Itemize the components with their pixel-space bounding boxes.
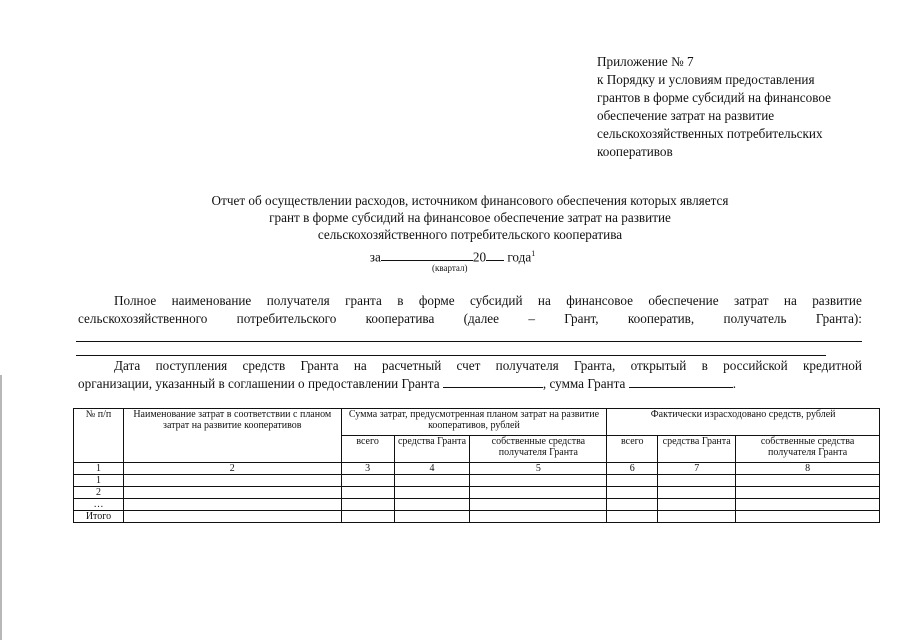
- total-label: Итого: [74, 511, 124, 523]
- paragraph-word: –: [528, 311, 535, 326]
- paragraph-line: [78, 310, 862, 328]
- column-number: 5: [470, 463, 607, 475]
- paragraph-word: кооператива: [365, 311, 435, 326]
- table-cell[interactable]: [607, 499, 658, 511]
- appendix-line: Приложение № 7: [597, 54, 694, 69]
- appendix-header: [597, 53, 887, 161]
- period-year: 20: [472, 249, 487, 265]
- title-line: грант в форме субсидий на финансовое обеспечение затрат на развитие: [269, 210, 671, 225]
- table-cell[interactable]: [658, 487, 736, 499]
- paragraph-word: Грант,: [564, 311, 599, 326]
- appendix-line: грантов в форме субсидий на финансовое: [597, 90, 831, 105]
- table-row: [74, 487, 880, 499]
- table-cell[interactable]: [341, 475, 394, 487]
- subheader-grant: средства Гранта: [394, 436, 470, 463]
- paragraph-word: на: [353, 358, 367, 373]
- paragraph-word: средств: [242, 358, 286, 373]
- grant-date-blank[interactable]: [443, 375, 543, 388]
- table-cell[interactable]: [470, 487, 607, 499]
- paragraph-text: .: [732, 376, 736, 391]
- row-number: 2: [74, 487, 124, 499]
- paragraph-word: Гранта: [300, 358, 339, 373]
- paragraph-word: (далее: [463, 311, 499, 326]
- period-prefix: за: [369, 249, 381, 265]
- column-number: 4: [394, 463, 470, 475]
- table-header-row: [74, 409, 880, 436]
- column-number: 6: [607, 463, 658, 475]
- title-line: Отчет об осуществлении расходов, источником финансового обеспечения которых является: [211, 193, 729, 208]
- appendix-line: к Порядку и условиям предоставления: [597, 72, 815, 87]
- table-cell[interactable]: [607, 511, 658, 523]
- scan-edge-shadow: [0, 375, 2, 640]
- subheader-total: всего: [607, 436, 658, 463]
- quarter-note: (квартал): [432, 263, 468, 273]
- period-suffix: года: [507, 249, 532, 265]
- footnote-mark: 1: [531, 249, 536, 258]
- paragraph-word: Гранта):: [815, 311, 862, 326]
- paragraph-word: финансовое: [566, 293, 633, 308]
- table-cell[interactable]: [736, 475, 880, 487]
- paragraph-word: Дата: [114, 358, 141, 373]
- column-numbers-row: [74, 463, 880, 475]
- table-cell[interactable]: [607, 487, 658, 499]
- table-cell[interactable]: [394, 511, 470, 523]
- subheader-own: собственные средства получателя Гранта: [736, 436, 880, 463]
- table-row: [74, 499, 880, 511]
- paragraph-word: затрат: [733, 293, 769, 308]
- paragraph-word: потребительского: [236, 311, 337, 326]
- table-cell[interactable]: [658, 499, 736, 511]
- title-line: сельскохозяйственного потребительского кооператива: [317, 227, 623, 242]
- paragraph-word: развитие: [812, 293, 862, 308]
- paragraph-word: гранта: [345, 293, 382, 308]
- paragraph-word: открытый: [630, 358, 687, 373]
- table-cell[interactable]: [123, 499, 341, 511]
- table-cell[interactable]: [123, 511, 341, 523]
- paragraph-word: получателя: [266, 293, 330, 308]
- report-title: [120, 192, 820, 243]
- table-cell[interactable]: [394, 475, 470, 487]
- paragraph-word: в: [701, 358, 708, 373]
- paragraph-word: получателя: [495, 358, 559, 373]
- header-expense-name: Наименование затрат в соответствии с планом затрат на развитие кооперативов: [123, 409, 341, 463]
- paragraph-text: , сумма Гранта: [542, 376, 626, 391]
- paragraph-line: [78, 292, 862, 310]
- table-cell[interactable]: [341, 499, 394, 511]
- paragraph-word: поступления: [155, 358, 228, 373]
- paragraph-word: обеспечение: [648, 293, 719, 308]
- quarter-blank[interactable]: [381, 249, 473, 261]
- table-cell[interactable]: [123, 487, 341, 499]
- appendix-line: кооперативов: [597, 144, 673, 159]
- expense-report-table: [73, 408, 880, 523]
- paragraph-text: организации, указанный в соглашении о предоставлении Гранта: [78, 376, 440, 391]
- table-cell[interactable]: [736, 511, 880, 523]
- column-number: 2: [123, 463, 341, 475]
- recipient-paragraph: [78, 292, 862, 328]
- table-cell[interactable]: [470, 499, 607, 511]
- paragraph-word: наименование: [171, 293, 252, 308]
- paragraph-word: получатель: [723, 311, 787, 326]
- column-number: 3: [341, 463, 394, 475]
- total-row: [74, 511, 880, 523]
- paragraph-line: [78, 375, 862, 393]
- column-number: 8: [736, 463, 880, 475]
- column-number: 1: [74, 463, 124, 475]
- header-actual-group: Фактически израсходовано средств, рублей: [607, 409, 880, 436]
- paragraph-word: на: [783, 293, 797, 308]
- table-cell[interactable]: [658, 475, 736, 487]
- column-number: 7: [658, 463, 736, 475]
- table-cell[interactable]: [394, 487, 470, 499]
- paragraph-word: счет: [456, 358, 481, 373]
- paragraph-word: форме: [418, 293, 455, 308]
- paragraph-word: Полное: [114, 293, 157, 308]
- grant-receipt-paragraph: [78, 357, 862, 393]
- table-cell[interactable]: [341, 487, 394, 499]
- row-number: …: [74, 499, 124, 511]
- table-cell[interactable]: [123, 475, 341, 487]
- paragraph-word: на: [537, 293, 551, 308]
- paragraph-word: в: [397, 293, 404, 308]
- year-blank[interactable]: [486, 249, 504, 261]
- paragraph-word: кооператив,: [627, 311, 695, 326]
- table-cell[interactable]: [394, 499, 470, 511]
- recipient-name-line[interactable]: [76, 341, 862, 342]
- appendix-line: обеспечение затрат на развитие: [597, 108, 775, 123]
- subheader-total: всего: [341, 436, 394, 463]
- header-number: № п/п: [74, 409, 124, 463]
- table-cell[interactable]: [736, 487, 880, 499]
- subheader-own: собственные средства получателя Гранта: [470, 436, 607, 463]
- paragraph-word: расчетный: [382, 358, 442, 373]
- row-number: 1: [74, 475, 124, 487]
- table-cell[interactable]: [341, 511, 394, 523]
- recipient-name-line-2[interactable]: [76, 355, 826, 356]
- paragraph-line: [78, 357, 862, 375]
- table-cell[interactable]: [658, 511, 736, 523]
- appendix-line: сельскохозяйственных потребительских: [597, 126, 823, 141]
- header-planned-group: Сумма затрат, предусмотренная планом затрат на развитие кооперативов, рублей: [341, 409, 607, 436]
- paragraph-word: российской: [723, 358, 788, 373]
- paragraph-word: сельскохозяйственного: [78, 311, 208, 326]
- grant-amount-blank[interactable]: [629, 375, 733, 388]
- paragraph-word: кредитной: [802, 358, 862, 373]
- subheader-grant: средства Гранта: [658, 436, 736, 463]
- table-cell[interactable]: [607, 475, 658, 487]
- table-row: [74, 475, 880, 487]
- table-cell[interactable]: [470, 511, 607, 523]
- paragraph-word: Гранта,: [573, 358, 616, 373]
- paragraph-word: субсидий: [469, 293, 523, 308]
- table-cell[interactable]: [736, 499, 880, 511]
- table-cell[interactable]: [470, 475, 607, 487]
